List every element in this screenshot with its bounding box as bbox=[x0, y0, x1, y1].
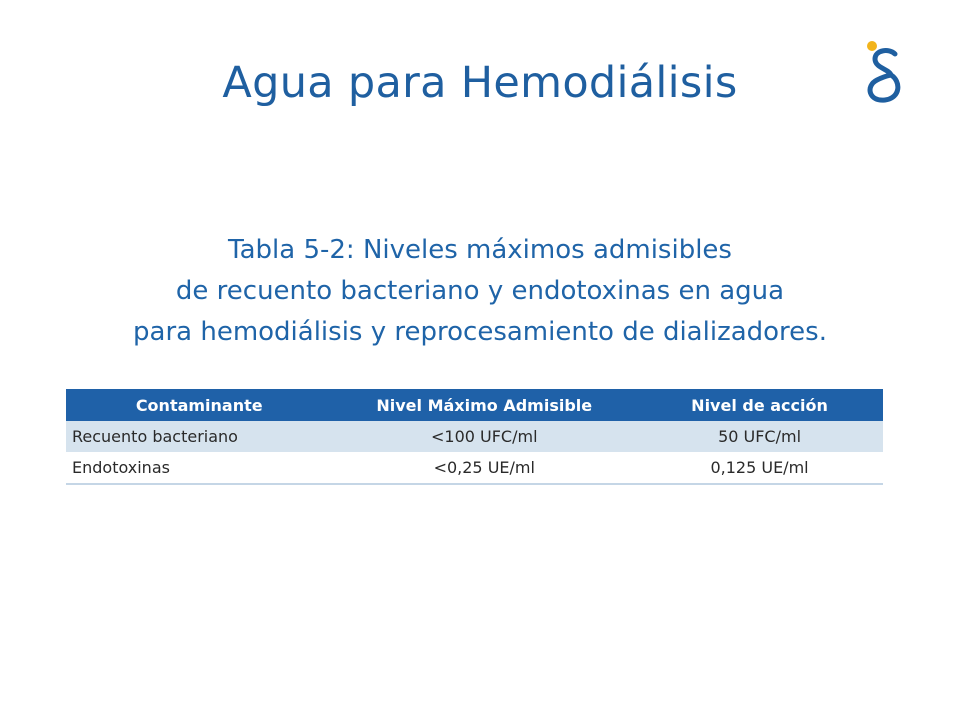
logo-upper-stroke bbox=[875, 51, 895, 75]
table-cell-action-level: 0,125 UE/ml bbox=[636, 452, 883, 484]
table-cell-max-level: <100 UFC/ml bbox=[332, 421, 636, 452]
column-header-max-level: Nivel Máximo Admisible bbox=[332, 389, 636, 421]
table-caption-line: Tabla 5-2: Niveles máximos admisibles bbox=[228, 235, 732, 265]
table-header-row bbox=[66, 389, 883, 421]
slide-title: Agua para Hemodiálisis bbox=[222, 58, 738, 108]
table-caption bbox=[80, 230, 880, 353]
table-caption-line: de recuento bacteriano y endotoxinas en agua bbox=[175, 276, 785, 306]
institution-logo-icon bbox=[855, 38, 911, 114]
contaminant-levels-table bbox=[66, 389, 883, 485]
table-row bbox=[66, 421, 883, 452]
table-caption-line: para hemodiálisis y reprocesamiento de dializadores. bbox=[133, 317, 827, 347]
logo-lower-loop bbox=[870, 75, 898, 100]
column-header-contaminant: Contaminante bbox=[66, 389, 332, 421]
table-cell-action-level: 50 UFC/ml bbox=[636, 421, 883, 452]
column-header-action-level: Nivel de acción bbox=[636, 389, 883, 421]
table-cell-contaminant: Recuento bacteriano bbox=[66, 421, 332, 452]
table-cell-max-level: <0,25 UE/ml bbox=[332, 452, 636, 484]
table-row bbox=[66, 452, 883, 484]
logo-dot bbox=[867, 41, 877, 51]
table-cell-contaminant: Endotoxinas bbox=[66, 452, 332, 484]
